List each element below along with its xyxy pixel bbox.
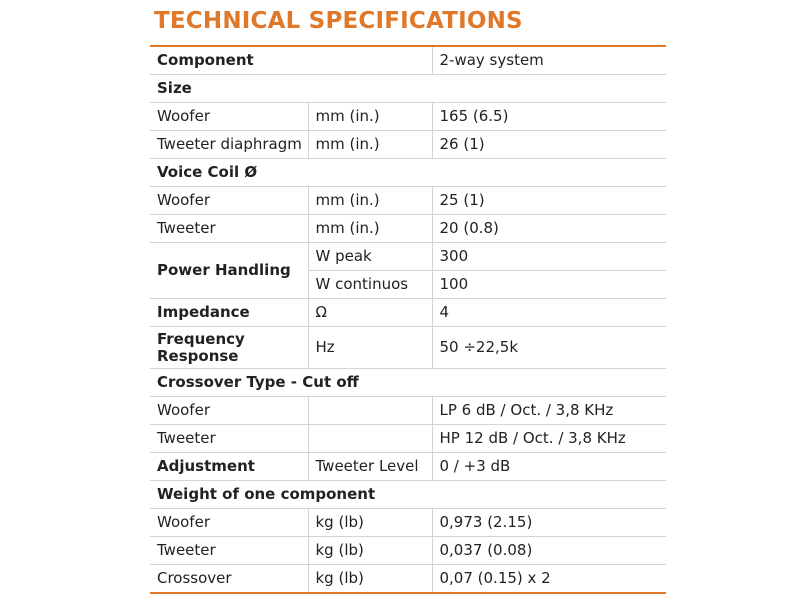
row-value: 0,07 (0.15) x 2 [432, 565, 666, 594]
row-label: Adjustment [150, 453, 308, 481]
table-row [150, 425, 666, 453]
row-unit: Ω [308, 299, 432, 327]
table-row [150, 46, 666, 75]
table-row [150, 565, 666, 594]
section-header: Crossover Type - Cut off [150, 369, 666, 397]
section-header: Weight of one component [150, 481, 666, 509]
row-unit: W peak [308, 243, 432, 271]
section-header: Voice Coil Ø [150, 159, 666, 187]
row-value: 4 [432, 299, 666, 327]
table-row [150, 187, 666, 215]
row-unit: Tweeter Level [308, 453, 432, 481]
section-header-row [150, 75, 666, 103]
page-title: TECHNICAL SPECIFICATIONS [154, 8, 523, 34]
specifications-table [150, 45, 666, 594]
table-row [150, 215, 666, 243]
row-unit [308, 425, 432, 453]
row-unit: mm (in.) [308, 103, 432, 131]
row-unit: kg (lb) [308, 537, 432, 565]
row-value: LP 6 dB / Oct. / 3,8 KHz [432, 397, 666, 425]
row-value: 100 [432, 271, 666, 299]
row-label: Woofer [150, 187, 308, 215]
table-row [150, 509, 666, 537]
section-header-row [150, 159, 666, 187]
table-row [150, 299, 666, 327]
table-row [150, 327, 666, 369]
row-value: 0 / +3 dB [432, 453, 666, 481]
row-label: Impedance [150, 299, 308, 327]
row-label: Woofer [150, 103, 308, 131]
section-header-row [150, 481, 666, 509]
row-value: HP 12 dB / Oct. / 3,8 KHz [432, 425, 666, 453]
table-row [150, 537, 666, 565]
table-row [150, 243, 666, 271]
row-value: 50 ÷22,5k [432, 327, 666, 369]
row-value: 300 [432, 243, 666, 271]
section-header-row [150, 369, 666, 397]
row-label: Component [150, 46, 432, 75]
row-value: 165 (6.5) [432, 103, 666, 131]
row-label: Crossover [150, 565, 308, 594]
row-value: 26 (1) [432, 131, 666, 159]
row-value: 0,973 (2.15) [432, 509, 666, 537]
row-label: Tweeter diaphragm [150, 131, 308, 159]
row-label: Tweeter [150, 425, 308, 453]
row-unit: Hz [308, 327, 432, 369]
row-value: 2-way system [432, 46, 666, 75]
row-label: Woofer [150, 509, 308, 537]
row-label: Tweeter [150, 537, 308, 565]
table-row [150, 453, 666, 481]
row-unit: kg (lb) [308, 565, 432, 594]
row-unit: mm (in.) [308, 215, 432, 243]
section-header: Size [150, 75, 666, 103]
table-row [150, 397, 666, 425]
table-row [150, 103, 666, 131]
row-unit: W continuos [308, 271, 432, 299]
row-unit [308, 397, 432, 425]
row-unit: kg (lb) [308, 509, 432, 537]
row-label: Tweeter [150, 215, 308, 243]
row-label: Woofer [150, 397, 308, 425]
row-label: Power Handling [150, 243, 308, 299]
row-value: 20 (0.8) [432, 215, 666, 243]
row-value: 25 (1) [432, 187, 666, 215]
row-unit: mm (in.) [308, 187, 432, 215]
row-label: Frequency Response [150, 327, 308, 369]
row-unit: mm (in.) [308, 131, 432, 159]
table-row [150, 131, 666, 159]
row-value: 0,037 (0.08) [432, 537, 666, 565]
